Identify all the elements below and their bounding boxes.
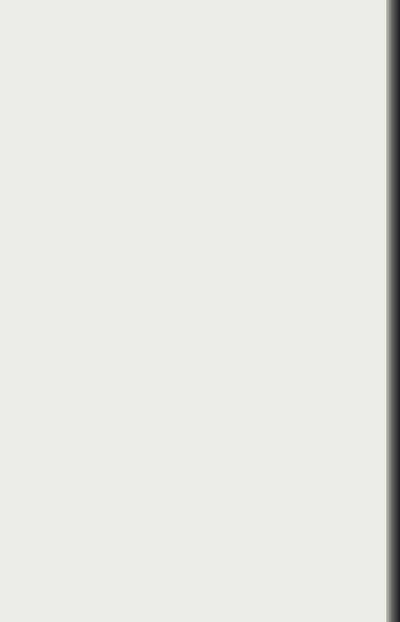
- page-edge-shadow: [386, 0, 400, 622]
